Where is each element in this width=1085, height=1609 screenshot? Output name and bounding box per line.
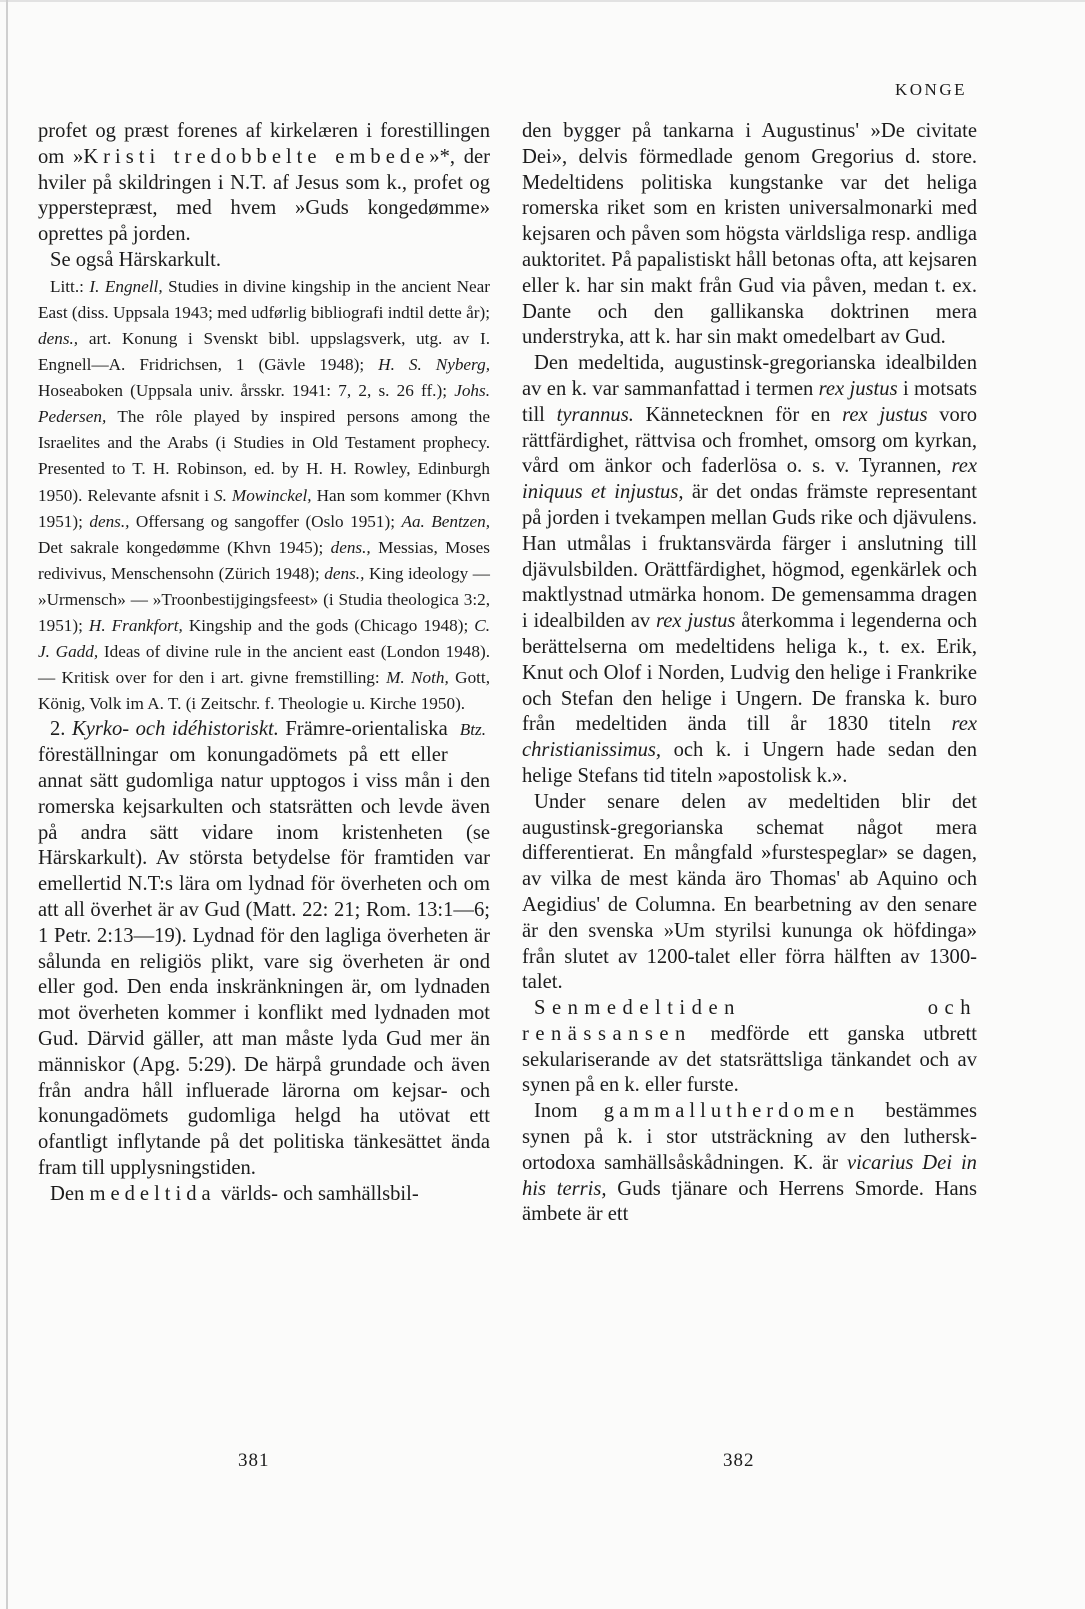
italic-run: rex iniquus et injustus, <box>522 455 977 504</box>
text-run: Offersang og sangoffer (Oslo 1951); <box>129 511 402 531</box>
italic-run: rex justus <box>656 610 736 633</box>
text-run: art. Konung i Svenskt bibl. uppslagsverk, utg. av I. Engnell—A. Fridrichsen, 1 (Gävle 1948); <box>38 328 490 375</box>
author-signature: Btz. <box>459 720 486 740</box>
paragraph <box>522 790 977 996</box>
italic-run: dens., <box>38 328 79 348</box>
page-top-edge <box>0 0 1085 2</box>
italic-run: rex christianissimus, <box>522 713 977 762</box>
italic-run: rex justus <box>818 377 898 400</box>
text-run: Inom <box>534 1100 604 1123</box>
paragraph <box>38 1182 490 1208</box>
spaced-run: Senmedeltiden och renässansen <box>522 997 977 1045</box>
text-run: profet og præst forenes af kirkelæren i forestillingen om » <box>38 120 490 168</box>
text-run: medförde ett ganska utbrett sekulariserande av det statsrättsliga tänkandet och av synen på en k. eller furste. <box>522 1022 977 1097</box>
paragraph <box>522 351 977 790</box>
paragraph <box>522 1099 977 1228</box>
text-run: bestämmes synen på k. i stor utsträckning av den luthersk-ortodoxa samhällsåskådningen. K. är <box>522 1100 978 1174</box>
italic-run: H. S. Nyberg, <box>378 355 491 375</box>
running-header: KONGE <box>895 80 967 99</box>
italic-run: Kyrko- och idéhistoriskt. <box>71 718 279 741</box>
text-run: The rôle played by inspired persons among the Israelites and the Arabs (i Studies in Old Testament prophecy. Presented to T. H. Robinson, ed. by H. H. Rowley, Edinburgh 1950). Relevante afsnit i <box>38 407 490 505</box>
right-column <box>522 119 977 1228</box>
text-run: King ideology — »Urmensch» — »Troonbestijgingsfeest» (i Studia theologica 3:2, 1951); <box>38 563 490 635</box>
paragraph <box>38 119 490 248</box>
text-run: Gott, König, Volk im A. T. (i Zeitschr. f. Theologie u. Kirche 1950). <box>38 668 491 714</box>
section-2-heading-paragraph <box>38 717 490 1181</box>
page-number-right: 382 <box>723 1450 755 1471</box>
text-run: återkomma i legenderna och berättelserna om medeltidens heliga k., t. ex. Erik, Knut och Olof i Norden, Ludvig den helige i Frankrike och Stefan den helige i Ungern. De franska k. buro från medeltiden ända till år 1830 titeln <box>522 610 977 736</box>
text-run: »*, der hviler på skildringen i N.T. af Jesus som k., profet og ypperstepræst, med hvem »Guds kongedømme» oprettes på jorden. <box>38 145 491 246</box>
text-run: Studies in divine kingship in the ancient Near East (diss. Uppsala 1943; med udførlig bibliografi indtil dette år); <box>38 276 490 322</box>
text-run: är det ondas främste representant på jorden i tvekampen mellan Guds rike och djävulens. Han utmålas i fruktansvärda färger i anslutning till djävulsbilden. Orättfärdighet, högmod, egenkärlek och maktlystnad utmärka honom. De gemensamma dragen i idealbilden av <box>522 481 977 633</box>
text-run: Litt.: <box>50 276 90 296</box>
spaced-run: Kristi tredobbelte embede <box>83 145 430 168</box>
italic-run: dens., <box>89 511 130 531</box>
italic-run: rex justus <box>842 403 928 426</box>
italic-run: vicarius Dei in his terris, <box>522 1151 977 1200</box>
text-run: Den <box>50 1182 90 1205</box>
text-run: Hoseaboken (Uppsala univ. årsskr. 1941: 7, 2, s. 26 ff.); <box>38 381 455 401</box>
text-run: Kingship and the gods (Chicago 1948); <box>182 616 475 635</box>
italic-run: Aa. Bentzen, <box>401 511 491 531</box>
text-run: Den medeltida, augustinsk-gregorianska idealbilden av en k. var sammanfattad i termen <box>522 352 977 400</box>
paragraph-see-also <box>38 248 490 274</box>
left-column <box>38 119 490 1208</box>
text-run: och k. i Ungern hade sedan den helige Stefans tid titeln »apostolisk k.». <box>522 739 977 787</box>
text-run: Främre-orientaliska föreställningar om konungadömets på ett eller annat sätt gudomliga natur upptogos i viss mån i den romerska kejsarkulten och statsrätten och levde även på andra sätt vidare inom kristenheten (se Härskarkult). Av största betydelse för framtiden var emellertid N.T:s lära om lydnad för överheten och om att all överhet är av Gud (Matt. 22: 21; Rom. 13:1—6; 1 Petr. 2:13—19). Lydnad för den lagliga överheten är sålunda en religiös plikt, vare sig överheten är ond eller god. Den enda inskränkningen är, om lydnaden mot överheten kommer i konflikt med lydnaden mot Gud. Därvid gäller, att man måste lyda Gud mer än människor (Apg. 5:29). De härpå grundade och även från andra håll influerade lärorna om kejsar- och konungadömets gudomliga helgd ha utövat ett ofantligt inflytande på det politiska tänkesättet ända fram till upplysningstiden. <box>38 718 490 1179</box>
text-run: i motsats till <box>522 377 977 426</box>
text-run: Han som kommer (Khvn 1951); <box>38 485 491 531</box>
text-run: Under senare delen av medeltiden blir det augustinsk-gregorianska schemat något mera differentierat. En mångfald »furstespeglar» se dagen, av vilka de mest kända äro Thomas' ab Aquino och Aegidius' de Columna. En bearbetning av den senare är den svenska »Um styrilsi kununga ok höfdinga» från slutet av 1200-talet eller förra hälften av 1300-talet. <box>522 790 977 994</box>
italic-run: dens., <box>330 537 371 557</box>
text-run: den bygger på tankarna i Augustinus' »De civitate Dei», delvis förmedlade genom Gregorius d. store. Medeltidens politiska kungstanke var det heliga romerska riket som en kristen universalmonarki med kejsaren och påven som högsta världsliga resp. andliga auktoritet. På papalistiskt håll betonas ofta, att kejsaren eller k. har sin makt från Gud via påven, medan t. ex. Dante och den gallikanska doktrinen mera understryka, att k. har sin makt omedelbart av Gud. <box>522 120 977 349</box>
spaced-run: medeltida <box>89 1182 216 1205</box>
italic-run: tyrannus. <box>556 403 634 426</box>
literature-text <box>38 277 490 714</box>
italic-run: Johs. Pedersen, <box>38 381 490 427</box>
spaced-run: gammallutherdomen <box>603 1100 860 1123</box>
italic-run: dens., <box>324 563 365 583</box>
text-run: världs- och samhällsbil- <box>215 1182 419 1205</box>
text-run: Guds tjänare och Herrens Smorde. Hans ämbete är ett <box>522 1177 977 1226</box>
italic-run: I. Engnell, <box>89 276 163 296</box>
text-run: Det sakrale kongedømme (Khvn 1945); <box>38 537 331 557</box>
text-run: Ideas of divine rule in the ancient east (London 1948). — Kritisk over for den i art. givne fremstilling: <box>38 642 491 688</box>
text-run: Se også Härskarkult. <box>50 248 222 271</box>
text-run: voro rättfärdighet, rättvisa och fromhet, omsorg om kyrkan, vård om änkor och faderlösa o. s. v. Tyrannen, <box>522 403 977 478</box>
paragraph <box>522 996 977 1099</box>
text-run: Kännetecknen för en <box>633 403 843 426</box>
paragraph <box>522 119 977 351</box>
page-binding-edge <box>6 0 8 1609</box>
text-run: 2. <box>50 718 72 741</box>
italic-run: M. Noth, <box>386 668 449 688</box>
text-run: Messias, Moses redivivus, Menschensohn (Zürich 1948); <box>38 537 490 583</box>
page-number-left: 381 <box>238 1450 270 1471</box>
italic-run: H. Frankfort, <box>88 616 183 635</box>
italic-run: S. Mowinckel, <box>214 485 312 505</box>
italic-run: C. J. Gadd, <box>38 616 491 662</box>
